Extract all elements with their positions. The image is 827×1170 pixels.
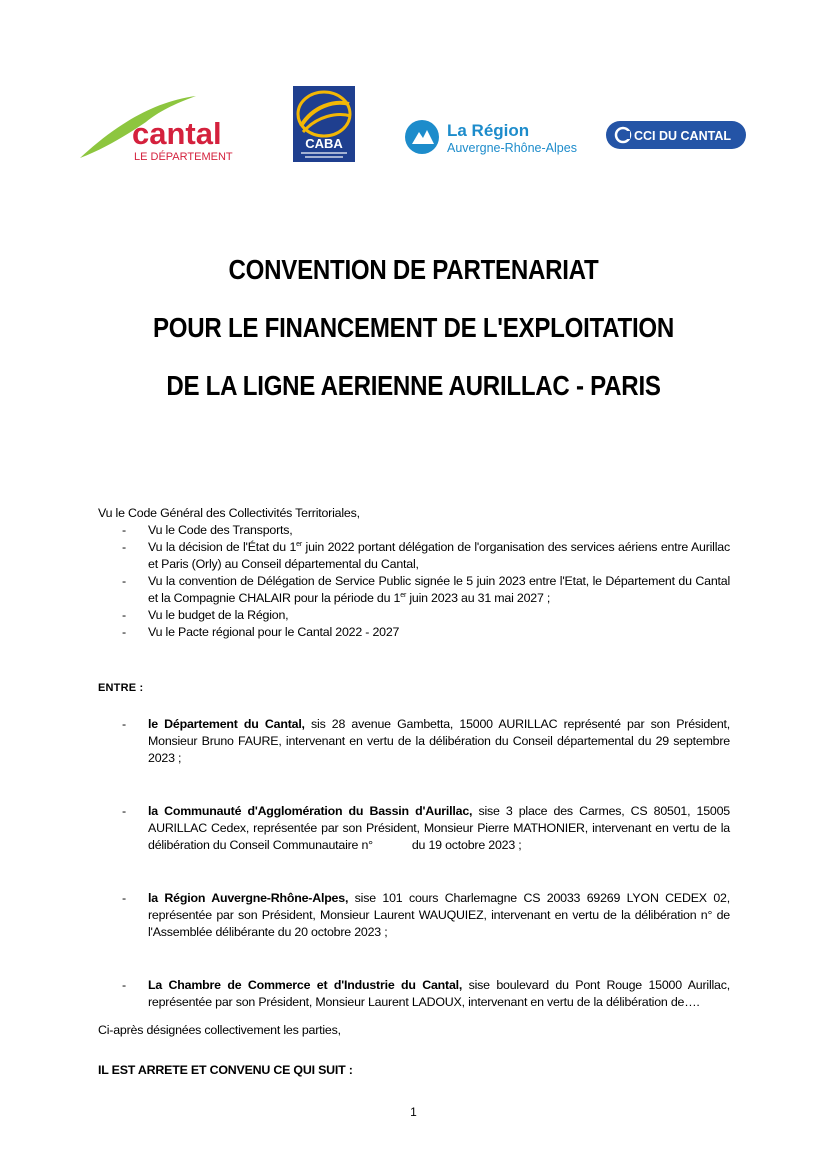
list-dash: - [122, 717, 126, 731]
party-item [98, 890, 730, 941]
title-line-2: POUR LE FINANCEMENT DE L'EXPLOITATION [152, 312, 675, 343]
visa-item [98, 539, 730, 573]
party-text: sis 28 avenue Gambetta, 15000 AURILLAC représenté par son Président, Monsieur Bruno FAURE, intervenant en vertu de la délibération du Conseil départemental du 29 septembre 2023 ; [148, 717, 730, 765]
entre-heading: ENTRE : [98, 682, 144, 694]
intro-line: Vu le Code Général des Collectivités Territoriales, [98, 506, 360, 520]
list-dash: - [122, 608, 126, 622]
party-name: La Chambre de Commerce et d'Industrie du Cantal, [148, 978, 463, 992]
party-name: la Région Auvergne-Rhône-Alpes, [148, 891, 349, 905]
visa-text: Vu le Pacte régional pour le Cantal 2022 - 2027 [148, 625, 400, 639]
visa-text: Vu la convention de Délégation de Service Public signée le 5 juin 2023 entre l'Etat, le Département du Cantal et la Compagnie CHALAIR pour la période du 1 [148, 574, 730, 605]
list-dash: - [122, 625, 126, 639]
page-number: 1 [410, 1105, 417, 1119]
visa-item [98, 624, 730, 641]
parties-list [98, 716, 734, 1047]
region-logo-line2: Auvergne-Rhône-Alpes [447, 141, 577, 155]
visa-text: Vu la décision de l'État du 1 [148, 540, 297, 554]
list-dash: - [122, 804, 126, 818]
party-item [98, 716, 730, 767]
cci-logo-name: CCI DU CANTAL [634, 129, 731, 143]
list-dash: - [122, 540, 126, 554]
party-text: sise 101 cours Charlemagne CS 20033 69269 LYON CEDEX 02, représentée par son Président, Monsieur Laurent WAUQUIEZ, intervenant en vertu de la délibération n° de l'Assemblée délibérante du 20 octobre 2023 ; [148, 891, 730, 939]
cci-logo [606, 121, 746, 149]
visa-sup: er [400, 591, 407, 599]
visa-sup: er [296, 540, 302, 548]
region-logo-line1: La Région [447, 121, 530, 140]
list-dash: - [122, 523, 126, 537]
visa-text: juin 2022 portant délégation de l'organisation des services aériens entre Aurillac et Paris (Orly) au Conseil départemental du Cantal, [148, 540, 730, 571]
visa-item [98, 607, 730, 624]
caba-logo-name: CABA [305, 136, 343, 151]
party-name: le Département du Cantal, [148, 717, 305, 731]
list-dash: - [122, 891, 126, 905]
party-item [98, 803, 734, 854]
caba-logo [293, 86, 355, 162]
title-line-3: DE LA LIGNE AERIENNE AURILLAC - PARIS [166, 370, 661, 401]
visas-section [98, 505, 730, 641]
visa-text: Vu le Code des Transports, [148, 523, 293, 537]
list-dash: - [122, 574, 126, 588]
arrete-line: IL EST ARRETE ET CONVENU CE QUI SUIT : [98, 1063, 353, 1077]
visa-item [98, 573, 730, 607]
ci-apres-line: Ci-après désignées collectivement les parties, [98, 1023, 341, 1037]
cantal-logo-name: cantal [132, 116, 222, 151]
cantal-logo-sub: LE DÉPARTEMENT [134, 151, 233, 163]
title-line-1: CONVENTION DE PARTENARIAT [228, 254, 599, 285]
visa-item [98, 522, 730, 539]
visas-list [98, 522, 730, 641]
logo-bar [0, 0, 827, 200]
visa-text: juin 2023 au 31 mai 2027 ; [406, 591, 551, 605]
list-dash: - [122, 978, 126, 992]
party-text: sise 3 place des Carmes, CS 80501, 15005 AURILLAC Cedex, représentée par son Président, Monsieur Pierre MATHONIER, intervenant en vertu de la délibération du Conseil Communautaire n° du 19 octobre 2023 ; [148, 804, 734, 852]
party-name: la Communauté d'Agglomération du Bassin d'Aurillac, [148, 804, 473, 818]
party-item [98, 977, 730, 1011]
region-logo [405, 116, 585, 158]
party-text: sise boulevard du Pont Rouge 15000 Aurillac, représentée par son Président, Monsieur Laurent LADOUX, intervenant en vertu de la délibération de…. [148, 978, 730, 1009]
cantal-logo [78, 92, 248, 164]
visa-text: Vu le budget de la Région, [148, 608, 289, 622]
